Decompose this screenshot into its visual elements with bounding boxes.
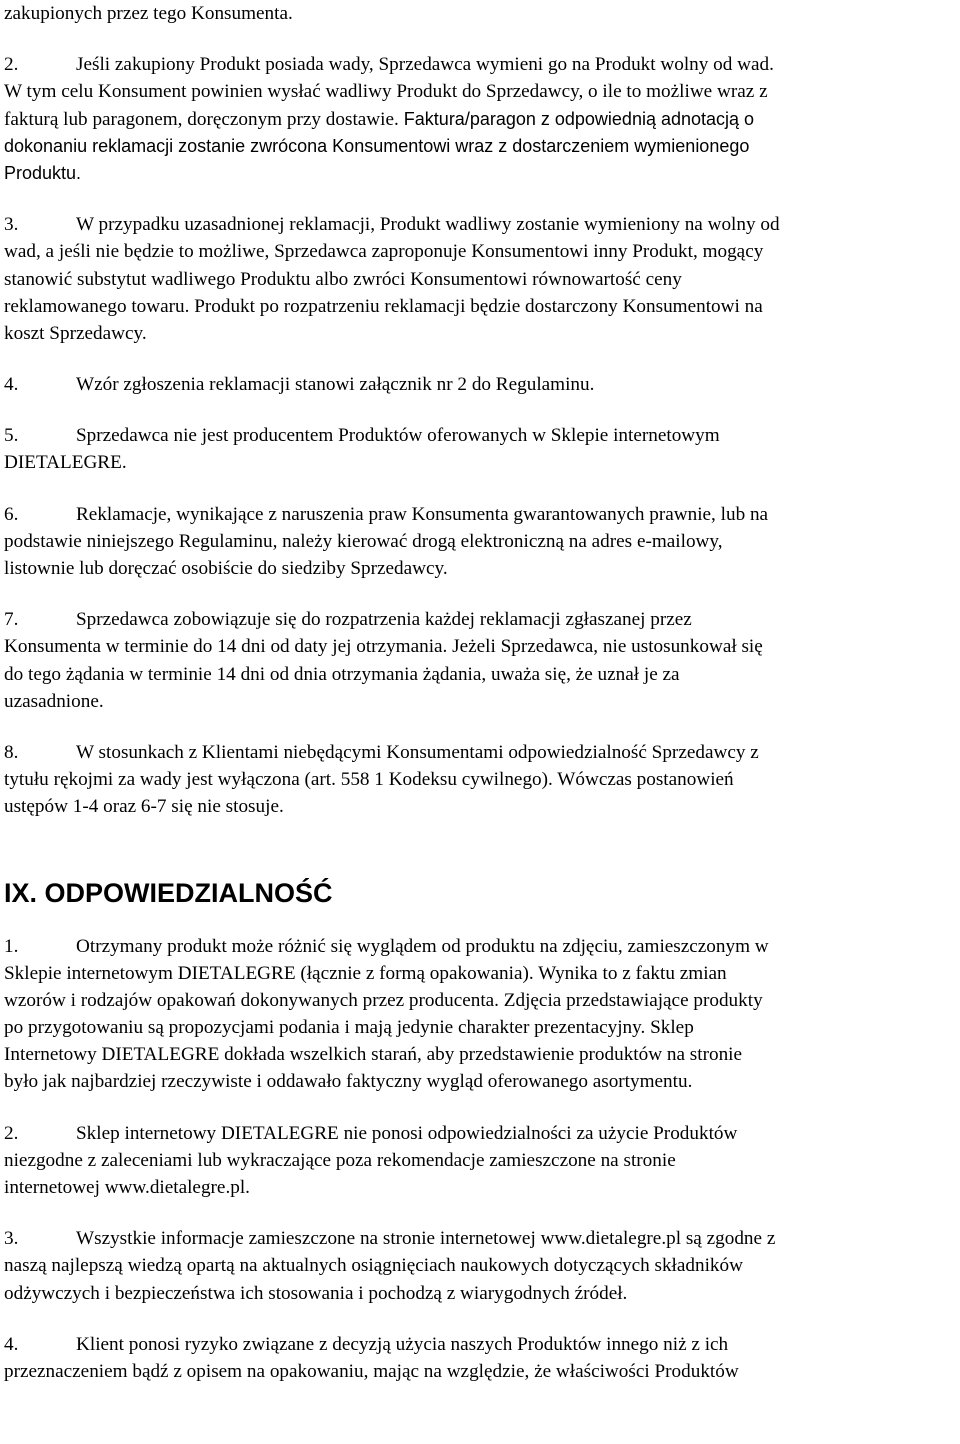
document-page [4,0,958,1385]
item-number: 2. [4,1122,19,1144]
item-text: wad, a jeśli nie będzie to możliwe, Sprzedawca zaproponuje Konsumentowi inny Produkt, mogący [4,241,764,263]
item-text: internetowej www.dietalegre.pl. [4,1177,250,1198]
item-text-sans: Produktu. [4,162,82,183]
list-item [4,211,958,347]
item-number: 7. [4,609,19,631]
section-viii-list [4,51,958,820]
item-text: naszą najlepszą wiedzą opartą na aktualnych osiągnięciach naukowych dotyczących składników [4,1255,743,1277]
section-ix-list [4,933,958,1386]
item-text: listownie lub doręczać osobiście do siedziby Sprzedawcy. [4,558,448,579]
list-item [4,1120,958,1202]
item-text: W tym celu Konsument powinien wysłać wadliwy Produkt do Sprzedawcy, o ile to możliwe wraz z [4,81,768,103]
item-text: po przygotowaniu są propozycjami podania i mają jedynie charakter prezentacyjny. Sklep [4,1017,694,1039]
item-number: 3. [4,214,19,236]
list-item [4,933,958,1096]
item-text-sans: dokonaniu reklamacji zostanie zwrócona Konsumentowi wraz z dostarczeniem wymienionego [4,135,750,156]
item-number: 4. [4,374,19,396]
item-text: Wszystkie informacje zamieszczone na stronie internetowej www.dietalegre.pl są zgodne z [76,1228,776,1250]
item-text: W stosunkach z Klientami niebędącymi Konsumentami odpowiedzialność Sprzedawcy z [76,741,759,763]
item-text: reklamowanego towaru. Produkt po rozpatrzeniu reklamacji będzie dostarczony Konsumentowi na [4,295,763,317]
item-number: 3. [4,1228,19,1250]
item-text: stanowić substytut wadliwego Produktu albo zwróci Konsumentowi równowartość ceny [4,268,682,290]
item-text: niezgodne z zaleceniami lub wykraczające poza rekomendacje zamieszczone na stronie [4,1149,676,1171]
item-text: Konsumenta w terminie do 14 dni od daty jej otrzymania. Jeżeli Sprzedawca, nie ustosunkował się [4,636,763,658]
item-text: Klient ponosi ryzyko związane z decyzją użycia naszych Produktów innego niż z ich [76,1333,729,1355]
list-item [4,501,958,583]
list-item [4,1331,958,1385]
item-text: Reklamacje, wynikające z naruszenia praw Konsumenta gwarantowanych prawnie, lub na [76,503,769,525]
list-item [4,739,958,821]
item-text: DIETALEGRE. [4,452,127,474]
item-text: do tego żądania w terminie 14 dni od dnia otrzymania żądania, uważa się, że uznał je za [4,663,680,685]
item-text: Sklepie internetowym DIETALEGRE (łącznie z formą opakowania). Wynika to z faktu zmian [4,962,727,984]
list-item [4,606,958,715]
item-text: Internetowy DIETALEGRE dokłada wszelkich starań, aby przedstawienie produktów na stronie [4,1044,743,1066]
section-heading: IX. ODPOWIEDZIALNOŚĆ [4,877,333,908]
item-text: koszt Sprzedawcy. [4,322,147,344]
item-text: fakturą lub paragonem, doręczonym przy dostawie. [4,108,399,130]
item-number: 5. [4,425,19,447]
item-text: W przypadku uzasadnionej reklamacji, Produkt wadliwy zostanie wymieniony na wolny od [76,214,780,236]
item-text: było jak najbardziej rzeczywiste i oddawało faktyczny wygląd oferowanego asortymentu. [4,1071,693,1093]
item-text: Wzór zgłoszenia reklamacji stanowi załącznik nr 2 do Regulaminu. [76,374,595,396]
item-number: 6. [4,503,19,525]
item-text: przeznaczeniem bądź z opisem na opakowaniu, mając na względzie, że właściwości Produktów [4,1360,739,1382]
item-text: podstawie niniejszego Regulaminu, należy kierować drogą elektroniczną na adres e-mailowy, [4,530,723,552]
item-number: 4. [4,1333,19,1355]
item-number: 1. [4,935,19,957]
item-text: Jeśli zakupiony Produkt posiada wady, Sprzedawca wymieni go na Produkt wolny od wad. [76,54,774,76]
list-item [4,371,958,398]
item-text: odżywczych i bezpieczeństwa ich stosowania i pochodzą z wiarygodnych źródeł. [4,1282,628,1304]
list-item [4,51,958,187]
item-number: 2. [4,54,19,76]
item-text: Sklep internetowy DIETALEGRE nie ponosi odpowiedzialności za użycie Produktów [76,1122,738,1144]
intro-line: zakupionych przez tego Konsumenta. [4,3,293,24]
item-text: wzorów i rodzajów opakowań dokonywanych przez producenta. Zdjęcia przedstawiające produkty [4,989,763,1011]
item-text: Otrzymany produkt może różnić się wyglądem od produktu na zdjęciu, zamieszczonym w [76,935,769,957]
item-text: tytułu rękojmi za wady jest wyłączona (art. 558 1 Kodeksu cywilnego). Wówczas postanowień [4,769,734,791]
item-text: ustępów 1-4 oraz 6-7 się nie stosuje. [4,796,284,818]
item-number: 8. [4,741,19,763]
intro-paragraph [4,0,958,27]
item-text: Sprzedawca zobowiązuje się do rozpatrzenia każdej reklamacji zgłaszanej przez [76,609,692,631]
item-text: Sprzedawca nie jest producentem Produktów oferowanych w Sklepie internetowym [76,425,720,447]
item-text: uzasadnione. [4,690,104,712]
list-item [4,422,958,476]
list-item [4,1225,958,1307]
item-text-sans: Faktura/paragon z odpowiednią adnotacją o [398,108,755,129]
